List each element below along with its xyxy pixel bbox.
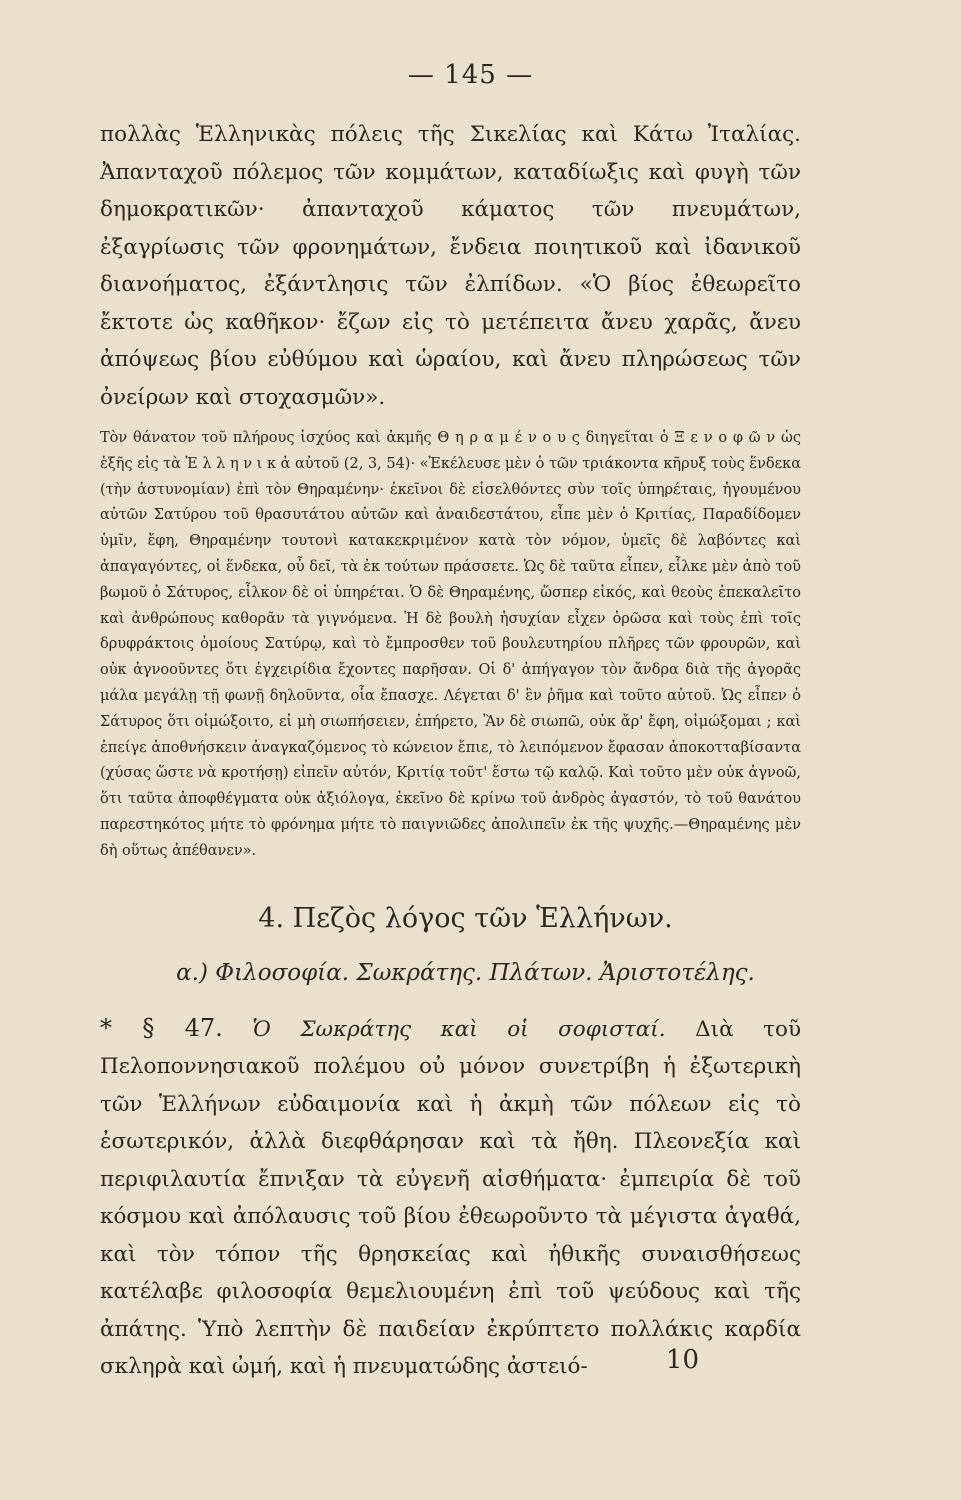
- body-paragraph: πολλὰς Ἑλληνικὰς πόλεις τῆς Σικελίας καὶ Κάτω Ἰταλίας. Ἀπανταχοῦ πόλεμος τῶν κομμάτων, καταδίωξις καὶ φυγὴ τῶν δημοκρατικῶν· ἀπανταχοῦ κάματος τῶν πνευμάτων, ἐξαγρίωσις τῶν φρονημάτων, ἔνδεια ποιητικοῦ καὶ ἰδανικοῦ διανοήματος, ἐξάντλησις τῶν ἐλπίδων. «Ὁ βίος ἐθεωρεῖτο ἔκτοτε ὡς καθῆκον· ἔζων εἰς τὸ μετέπειτα ἄνευ χαρᾶς, ἄνευ ἀπόψεως βίου εὐθύμου καὶ ὡραίου, καὶ ἄνευ πληρώσεως τῶν ὀνείρων καὶ στοχασμῶν».: [100, 122, 801, 410]
- section-title: 4. Πεζὸς λόγος τῶν Ἑλλήνων.: [258, 902, 673, 934]
- section-paragraph: [100, 1010, 801, 1386]
- subsection-title: α.) Φιλοσοφία. Σωκράτης. Πλάτων. Ἀριστοτέλης.: [176, 959, 755, 986]
- signature-mark: 10: [665, 1345, 699, 1375]
- paragraph-text: Διὰ τοῦ Πελοποννησιακοῦ πολέμου οὐ μόνον συνετρίβη ἡ ἐξωτερικὴ τῶν Ἑλλήνων εὐδαιμονία καὶ ἡ ἀκμὴ τῶν πόλεων εἰς τὸ ἐσωτερικόν, ἀλλὰ διεφθάρησαν καὶ τὰ ἤθη. Πλεονεξία καὶ περιφιλαυτία ἔπνιξαν τὰ εὐγενῆ αἰσθήματα· ἐμπειρία δὲ τοῦ κόσμου καὶ ἀπόλαυσις τοῦ βίου ἐθεωροῦντο τὰ μέγιστα ἀγαθά, καὶ τὸν τόπον τῆς θρησκείας καὶ ἠθικῆς συναισθήσεως κατέλαβε φιλοσοφία θεμελιουμένη ἐπὶ τοῦ ψεύδους καὶ τῆς ἀπάτης. Ὑπὸ λεπτὴν δὲ παιδείαν ἐκρύπτετο πολλάκις καρδία σκληρὰ καὶ ὠμή, καὶ ἡ πνευματώδης ἀστειό-: [100, 1016, 802, 1380]
- page-number: — 145 —: [407, 60, 534, 90]
- quoted-passage: Τὸν θάνατον τοῦ πλήρους ἰσχύος καὶ ἀκμῆς Θ η ρ α μ έ ν ο υ ς διηγεῖται ὁ Ξ ε ν ο φ ῶ ν ὡς ἑξῆς εἰς τὰ Ἑ λ λ η ν ι κ ἀ αὐτοῦ (2, 3, 54)· «Ἐκέλευσε μὲν ὁ τῶν τριάκοντα κῆρυξ τοὺς ἕνδεκα (τὴν ἀστυνομίαν) ἐπὶ τὸν Θηραμένην· ἐκεῖνοι δὲ εἰσελθόντες σὺν τοῖς ὑπηρέταις, ἡγουμένου αὐτῶν Σατύρου τοῦ θρασυτάτου αὐτῶν καὶ ἀναιδεστάτου, εἶπε μὲν ὁ Κριτίας, Παραδίδομεν ὑμῖν, ἔφη, Θηραμένην τουτονὶ κατακεκριμένον κατὰ τὸν νόμον, ὑμεῖς δὲ λαβόντες καὶ ἀπαγαγόντες, οἱ ἕνδεκα, οὗ δεῖ, τὰ ἐκ τούτων πράσσετε. Ὡς δὲ ταῦτα εἶπεν, εἷλκε μὲν ἀπὸ τοῦ βωμοῦ ὁ Σάτυρος, εἷλκον δὲ οἱ ὑπηρέται. Ὁ δὲ Θηραμένης, ὥσπερ εἰκός, καὶ θεοὺς ἐπεκαλεῖτο καὶ ἀνθρώπους καθορᾶν τὰ γιγνόμενα. Ἡ δὲ βουλὴ ἡσυχίαν εἶχεν ὁρῶσα καὶ τοὺς ἐπὶ τοῖς δρυφράκτοις ὁμοίους Σατύρῳ, καὶ τὸ ἔμπροσθεν τοῦ βουλευτηρίου πλῆρες τῶν φρουρῶν, καὶ οὐκ ἀγνοοῦντες ὅτι ἐγχειρίδια ἔχοντες παρῆσαν. Οἱ δ' ἀπήγαγον τὸν ἄνδρα διὰ τῆς ἀγορᾶς μάλα μεγάλῃ τῇ φωνῇ δηλοῦντα, οἷα ἔπασχε. Λέγεται δ' ἓν ῥῆμα καὶ τοῦτο αὐτοῦ. Ὡς εἶπεν ὁ Σάτυρος ὅτι οἰμώξοιτο, εἰ μὴ σιωπήσειεν, ἐπήρετο, Ἂν δὲ σιωπῶ, οὐκ ἄρ' ἔφη, οἰμώξομαι ; καὶ ἐπείγε ἀποθνήσκειν ἀναγκαζόμενος τὸ κώνειον ἔπιε, τὸ λειπόμενον ἔφασαν ἀποκοτταβίσαντα (χύσας ὥστε νὰ κροτήσῃ) εἰπεῖν αὐτόν, Κριτίᾳ τοῦτ' ἔστω τῷ καλῷ. Καὶ τοῦτο μὲν οὐκ ἀγνοῶ, ὅτι ταῦτα ἀποφθέγματα οὐκ ἀξιόλογα, ἐκεῖνο δὲ κρίνω τοῦ ἀνδρὸς ἀγαστόν, τὸ τοῦ θανάτου παρεστηκότος μήτε τὸ φρόνημα μήτε τὸ παιγνιῶδες ἀπολιπεῖν ἐκ τῆς ψυχῆς.—Θηραμένης μὲν δὴ οὕτως ἀπέθανεν».: [100, 430, 801, 859]
- paragraph-number: * § 47.: [100, 1013, 223, 1042]
- paragraph-heading: Ὁ Σωκράτης καὶ οἱ σοφισταί.: [252, 1016, 666, 1042]
